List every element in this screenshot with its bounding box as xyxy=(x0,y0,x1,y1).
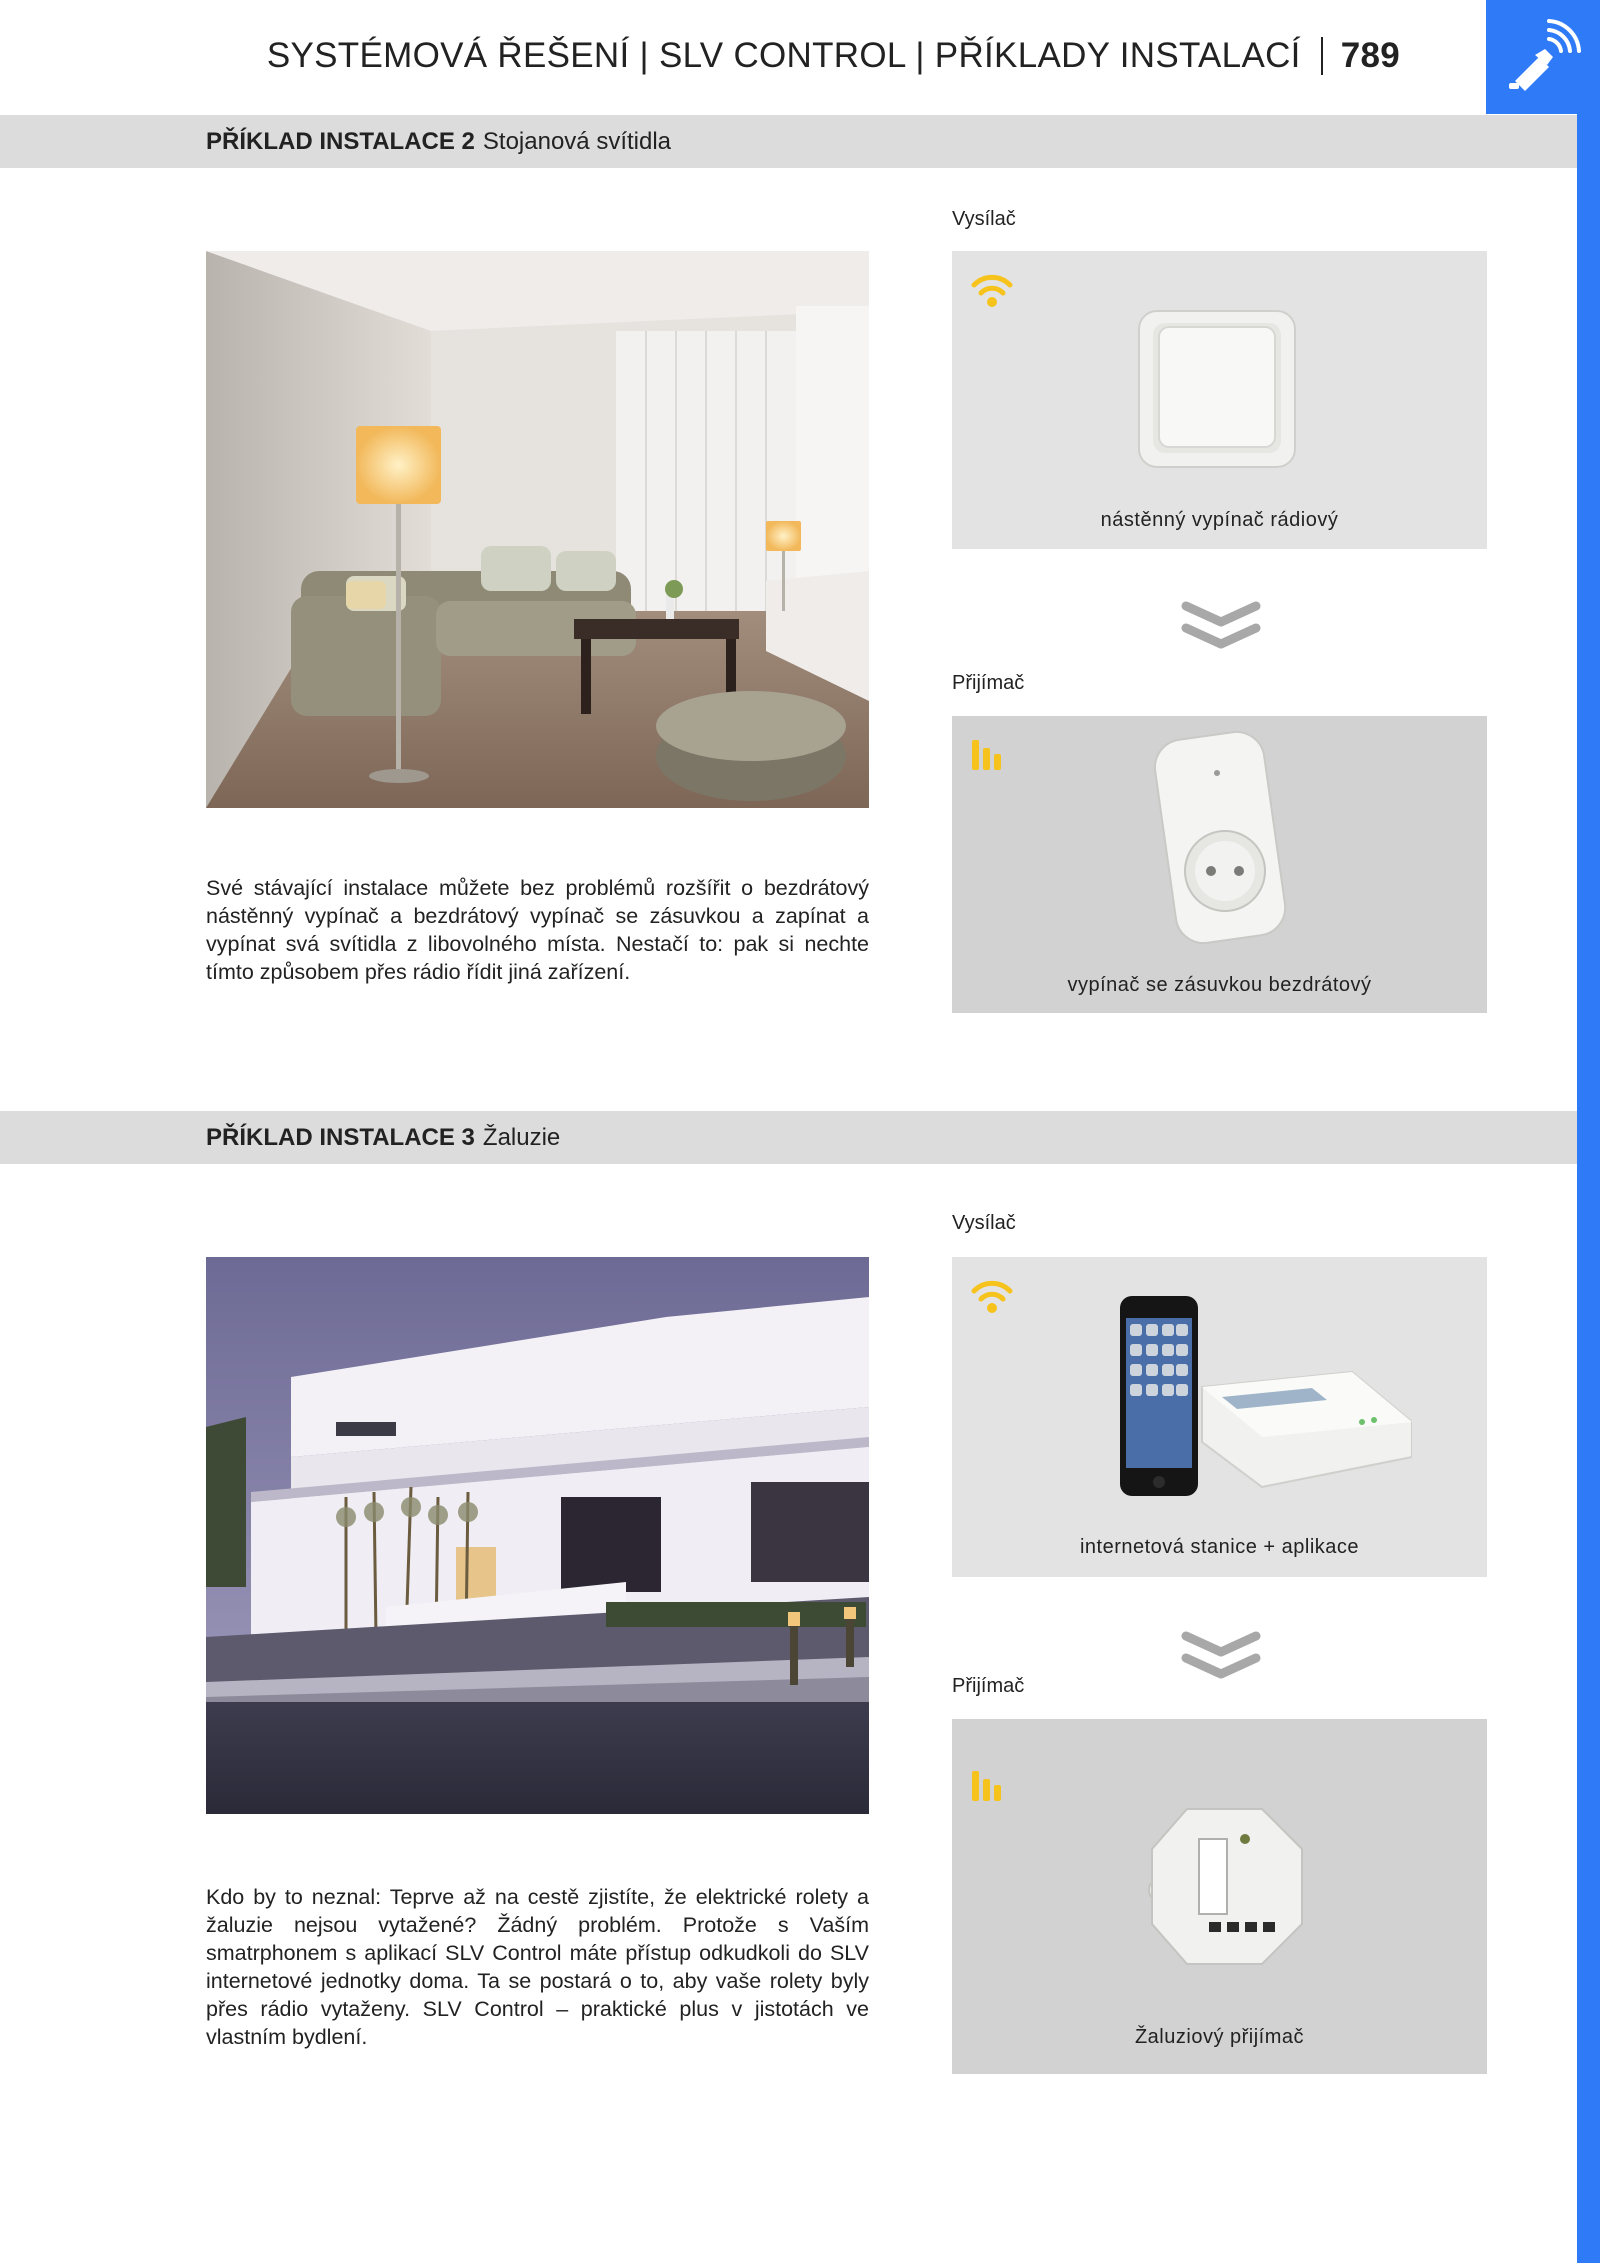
page-number: 789 xyxy=(1340,36,1400,75)
section-3-title-bold: PŘÍKLAD INSTALACE 3 xyxy=(206,1123,475,1151)
blind-receiver-image xyxy=(1137,1794,1312,1969)
signal-bars-icon xyxy=(970,736,1006,772)
signal-bars-icon xyxy=(970,1767,1006,1803)
section-3-transmitter-card xyxy=(952,1257,1487,1577)
section-2-title: Stojanová svítidla xyxy=(482,127,672,155)
section-3-title: Žaluzie xyxy=(482,1123,561,1151)
section-2-transmitter-caption: nástěnný vypínač rádiový xyxy=(1100,509,1339,531)
remote-signal-icon xyxy=(1505,19,1581,95)
header-title: SYSTÉMOVÁ ŘEŠENÍ | SLV CONTROL | PŘÍKLADY INSTALACÍ xyxy=(266,36,1301,75)
page-header xyxy=(267,34,1400,78)
section-3-receiver-caption: Žaluziový přijímač xyxy=(1134,2026,1305,2048)
section-3-receiver-label: Přijímač xyxy=(952,1675,1025,1697)
wifi-signal-icon xyxy=(970,271,1014,311)
living-room-photo xyxy=(206,251,869,808)
section-3-transmitter-caption: internetová stanice + aplikace xyxy=(1079,1536,1360,1558)
section-2-transmitter-card xyxy=(952,251,1487,549)
header-separator xyxy=(1321,37,1323,75)
section-3-description: Kdo by to neznal: Teprve až na cestě zjistíte, že elektrické rolety a žaluzie nejsou vytažené? Žádný problém. Protože s Vaším smatrphonem s aplikací SLV Control máte přístup odkudkoli do SLV internetové jednotky doma. Ta se postará o to, aby vaše rolety byly přes rádio vytaženy. SLV Control – praktické plus v jistotách ve vlastním bydlení. xyxy=(206,1885,869,2049)
edge-stripe xyxy=(1577,114,1600,2263)
section-2-description: Své stávající instalace můžete bez problémů rozšířit o bezdrátový nástěnný vypínač a bezdrátový vypínač se zásuvkou a zapínat a vypínat svá svítidla z libovolného místa. Nestačí to: pak si nechte tímto způsobem přes rádio řídit jiná zařízení. xyxy=(206,876,869,984)
double-chevron-down-icon xyxy=(1180,600,1262,654)
section-3-bar xyxy=(0,1111,1577,1164)
section-2-receiver-caption: vypínač se zásuvkou bezdrátový xyxy=(1067,974,1372,996)
section-2-title-bold: PŘÍKLAD INSTALACE 2 xyxy=(206,127,475,155)
section-3-receiver-card xyxy=(952,1719,1487,2074)
brand-badge xyxy=(1486,0,1600,114)
socket-switch-image xyxy=(1147,731,1297,946)
section-2-receiver-card xyxy=(952,716,1487,1013)
wall-switch-image xyxy=(1137,309,1297,469)
section-2-bar xyxy=(0,115,1577,168)
section-2-transmitter-label: Vysílač xyxy=(952,208,1016,230)
smartphone-and-station-image xyxy=(1112,1292,1412,1502)
section-3-transmitter-label: Vysílač xyxy=(952,1212,1016,1234)
house-exterior-photo xyxy=(206,1257,869,1814)
section-2-receiver-label: Přijímač xyxy=(952,672,1025,694)
double-chevron-down-icon xyxy=(1180,1630,1262,1684)
wifi-signal-icon xyxy=(970,1277,1014,1317)
